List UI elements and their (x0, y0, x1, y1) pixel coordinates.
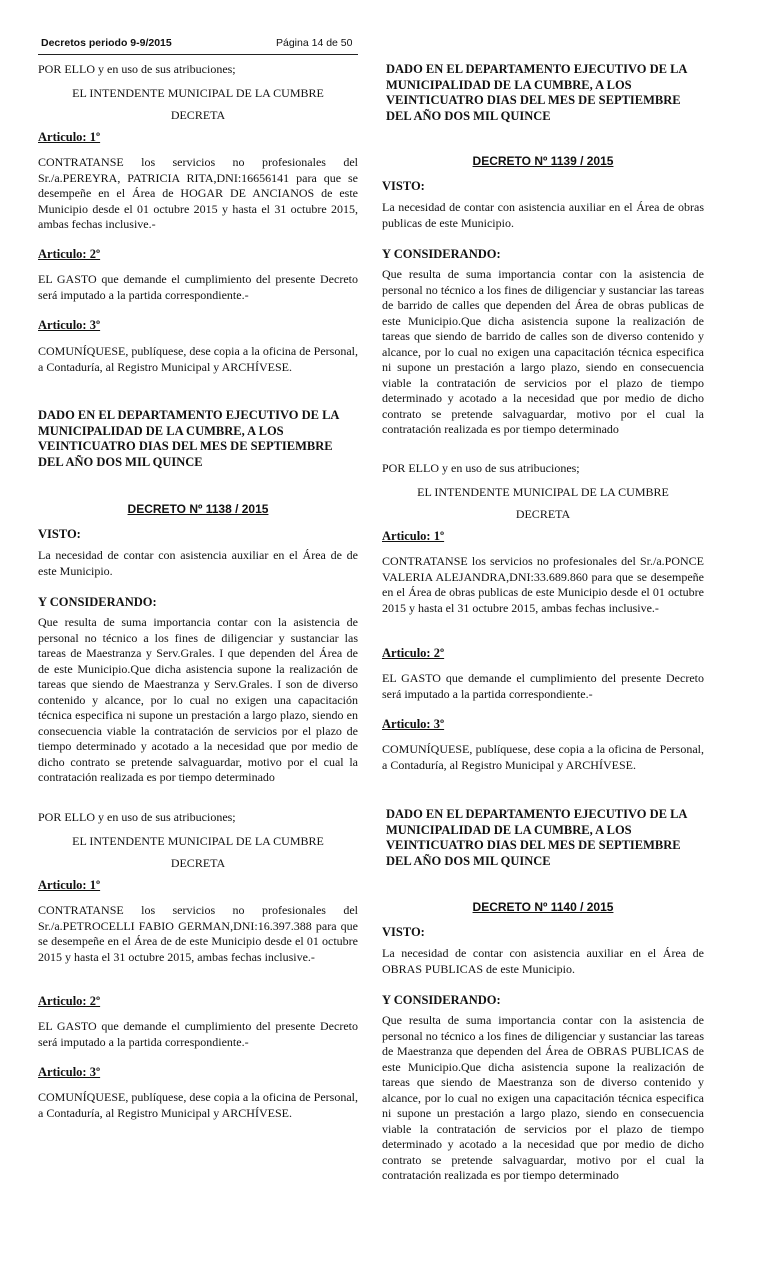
articulo-2-label: Articulo: 2º (38, 994, 101, 1008)
articulo-2-text: EL GASTO que demande el cumplimiento del presente Decreto será imputado a la partida correspondiente.- (38, 1019, 358, 1049)
articulo-1-text: CONTRATANSE los servicios no profesionales del Sr./a.PEREYRA, PATRICIA RITA,DNI:16656141 para que se desempeñe en el Área de HOGAR DE ANCIANOS de este Municipio desde el 01 octubre 2015 y hasta el 31 octubre 2015, ambas fechas inclusive.- (38, 155, 358, 231)
considerando-label: Y CONSIDERANDO: (382, 247, 501, 261)
articulo-3-text: COMUNÍQUESE, publíquese, dese copia a la oficina de Personal, a Contaduría, al Registro Municipal y ARCHÍVESE. (38, 1090, 358, 1120)
articulo-2-label: Articulo: 2º (38, 247, 101, 261)
dado-paragraph: DADO EN EL DEPARTAMENTO EJECUTIVO DE LA MUNICIPALIDAD DE LA CUMBRE, A LOS VEINTICUATRO DIAS DEL MES DE SEPTIEMBRE DEL AÑO DOS MIL QUINCE (386, 807, 687, 868)
por-ello-text: POR ELLO y en uso de sus atribuciones; (38, 62, 236, 76)
por-ello-text: POR ELLO y en uso de sus atribuciones; (38, 810, 236, 824)
page-header (38, 34, 358, 55)
decreta-heading: DECRETA (170, 108, 226, 122)
por-ello-text: POR ELLO y en uso de sus atribuciones; (382, 461, 580, 475)
articulo-3-text: COMUNÍQUESE, publíquese, dese copia a la oficina de Personal, a Contaduría, al Registro Municipal y ARCHÍVESE. (382, 742, 704, 772)
intendente-heading: EL INTENDENTE MUNICIPAL DE LA CUMBRE (417, 485, 669, 499)
articulo-1-text: CONTRATANSE los servicios no profesionales del Sr./a.PETROCELLI FABIO GERMAN,DNI:16.397.388 para que se desempeñe en el Área de de este Municipio desde el 01 octubre 2015 y hasta el 31 octubre 2015, ambas fechas inclusive.- (38, 903, 358, 964)
decreta-heading: DECRETA (170, 856, 226, 870)
considerando-text: Que resulta de suma importancia contar con la asistencia de personal no técnico a los fines de diligenciar y sustanciar las tareas de Maestranza y Serv.Grales. I que dependen del Área de de este Municipio.Que dicha asistencia supone la realización de tareas que siendo de Maestranza y Serv.Grales. I son de diverso contenido y alcance, por lo cual no exigen una capacitación técnica especifica ni supone un prestación a largo plazo, siendo en consecuencia viable la contratación de servicios por el plazo de tiempo determinado y acotado a la necesidad que por medio de dicho contrato se pretende salvaguardar, motivo por el cual la contratación realizada es por tiempo determinado (38, 615, 358, 784)
header-title: Decretos periodo 9-9/2015 (41, 37, 172, 49)
articulo-2-text: EL GASTO que demande el cumplimiento del presente Decreto será imputado a la partida correspondiente.- (38, 272, 358, 302)
articulo-3-label: Articulo: 3º (382, 717, 445, 731)
page-number: Página 14 de 50 (276, 37, 353, 49)
dado-paragraph: DADO EN EL DEPARTAMENTO EJECUTIVO DE LA MUNICIPALIDAD DE LA CUMBRE, A LOS VEINTICUATRO DIAS DEL MES DE SEPTIEMBRE DEL AÑO DOS MIL QUINCE (386, 62, 687, 123)
considerando-label: Y CONSIDERANDO: (382, 993, 501, 1007)
visto-label: VISTO: (38, 527, 81, 541)
intendente-heading: EL INTENDENTE MUNICIPAL DE LA CUMBRE (72, 834, 324, 848)
visto-text: La necesidad de contar con asistencia auxiliar en el Área de obras publicas de este Municipio. (382, 200, 704, 230)
articulo-3-label: Articulo: 3º (38, 1065, 101, 1079)
articulo-1-label: Articulo: 1º (38, 130, 101, 144)
decreto-title: DECRETO Nº 1138 / 2015 (127, 502, 269, 516)
intendente-heading: EL INTENDENTE MUNICIPAL DE LA CUMBRE (72, 86, 324, 100)
articulo-1-label: Articulo: 1º (38, 878, 101, 892)
articulo-2-text: EL GASTO que demande el cumplimiento del presente Decreto será imputado a la partida correspondiente.- (382, 671, 704, 701)
decreta-heading: DECRETA (515, 507, 571, 521)
articulo-1-label: Articulo: 1º (382, 529, 445, 543)
considerando-text: Que resulta de suma importancia contar con la asistencia de personal no técnico a los fines de diligenciar y sustanciar las tareas de Maestranza que dependen del Área de OBRAS PUBLICAS de este Municipio.Que dicha asistencia supone la realización de tareas que siendo de Maestranza son de diverso contenido y alcance, por lo cual no exigen una capacitación técnica especifica ni supone un prestación a largo plazo, siendo en consecuencia viable la contratación de servicios por el plazo de tiempo determinado y acotado a la necesidad que por medio de dicho contrato se pretende salvaguardar, motivo por el cual la contratación realizada es por tiempo determinado (382, 1013, 704, 1182)
dado-paragraph: DADO EN EL DEPARTAMENTO EJECUTIVO DE LA MUNICIPALIDAD DE LA CUMBRE, A LOS VEINTICUATRO DIAS DEL MES DE SEPTIEMBRE DEL AÑO DOS MIL QUINCE (38, 408, 339, 469)
visto-label: VISTO: (382, 925, 425, 939)
decreto-title: DECRETO Nº 1140 / 2015 (472, 900, 614, 914)
articulo-1-text: CONTRATANSE los servicios no profesionales del Sr./a.PONCE VALERIA ALEJANDRA,DNI:33.689.860 para que se desempeñe en el Área de obras publicas de este Municipio desde el 01 octubre 2015 y hasta el 31 octubre 2015, ambas fechas inclusive.- (382, 554, 704, 615)
considerando-text: Que resulta de suma importancia contar con la asistencia de personal no técnico a los fines de diligenciar y sustanciar las tareas de barrido de calles que dependen del Área de obras publicas de este Municipio.Que dicha asistencia supone la realización de tareas que siendo de barrido de calles son de diverso contenido y alcance, por lo cual no exigen una capacitación técnica especifica ni supone un prestación a largo plazo, siendo en consecuencia viable la contratación de servicios por el plazo de tiempo determinado y acotado a la necesidad que por medio de dicho contrato se pretende salvaguardar, motivo por el cual la contratación realizada es por tiempo determinado (382, 267, 704, 436)
articulo-2-label: Articulo: 2º (382, 646, 445, 660)
considerando-label: Y CONSIDERANDO: (38, 595, 157, 609)
visto-text: La necesidad de contar con asistencia auxiliar en el Área de de este Municipio. (38, 548, 358, 578)
articulo-3-text: COMUNÍQUESE, publíquese, dese copia a la oficina de Personal, a Contaduría, al Registro Municipal y ARCHÍVESE. (38, 344, 358, 374)
articulo-3-label: Articulo: 3º (38, 318, 101, 332)
visto-label: VISTO: (382, 179, 425, 193)
decreto-title: DECRETO Nº 1139 / 2015 (472, 154, 614, 168)
visto-text: La necesidad de contar con asistencia auxiliar en el Área de OBRAS PUBLICAS de este Municipio. (382, 946, 704, 976)
